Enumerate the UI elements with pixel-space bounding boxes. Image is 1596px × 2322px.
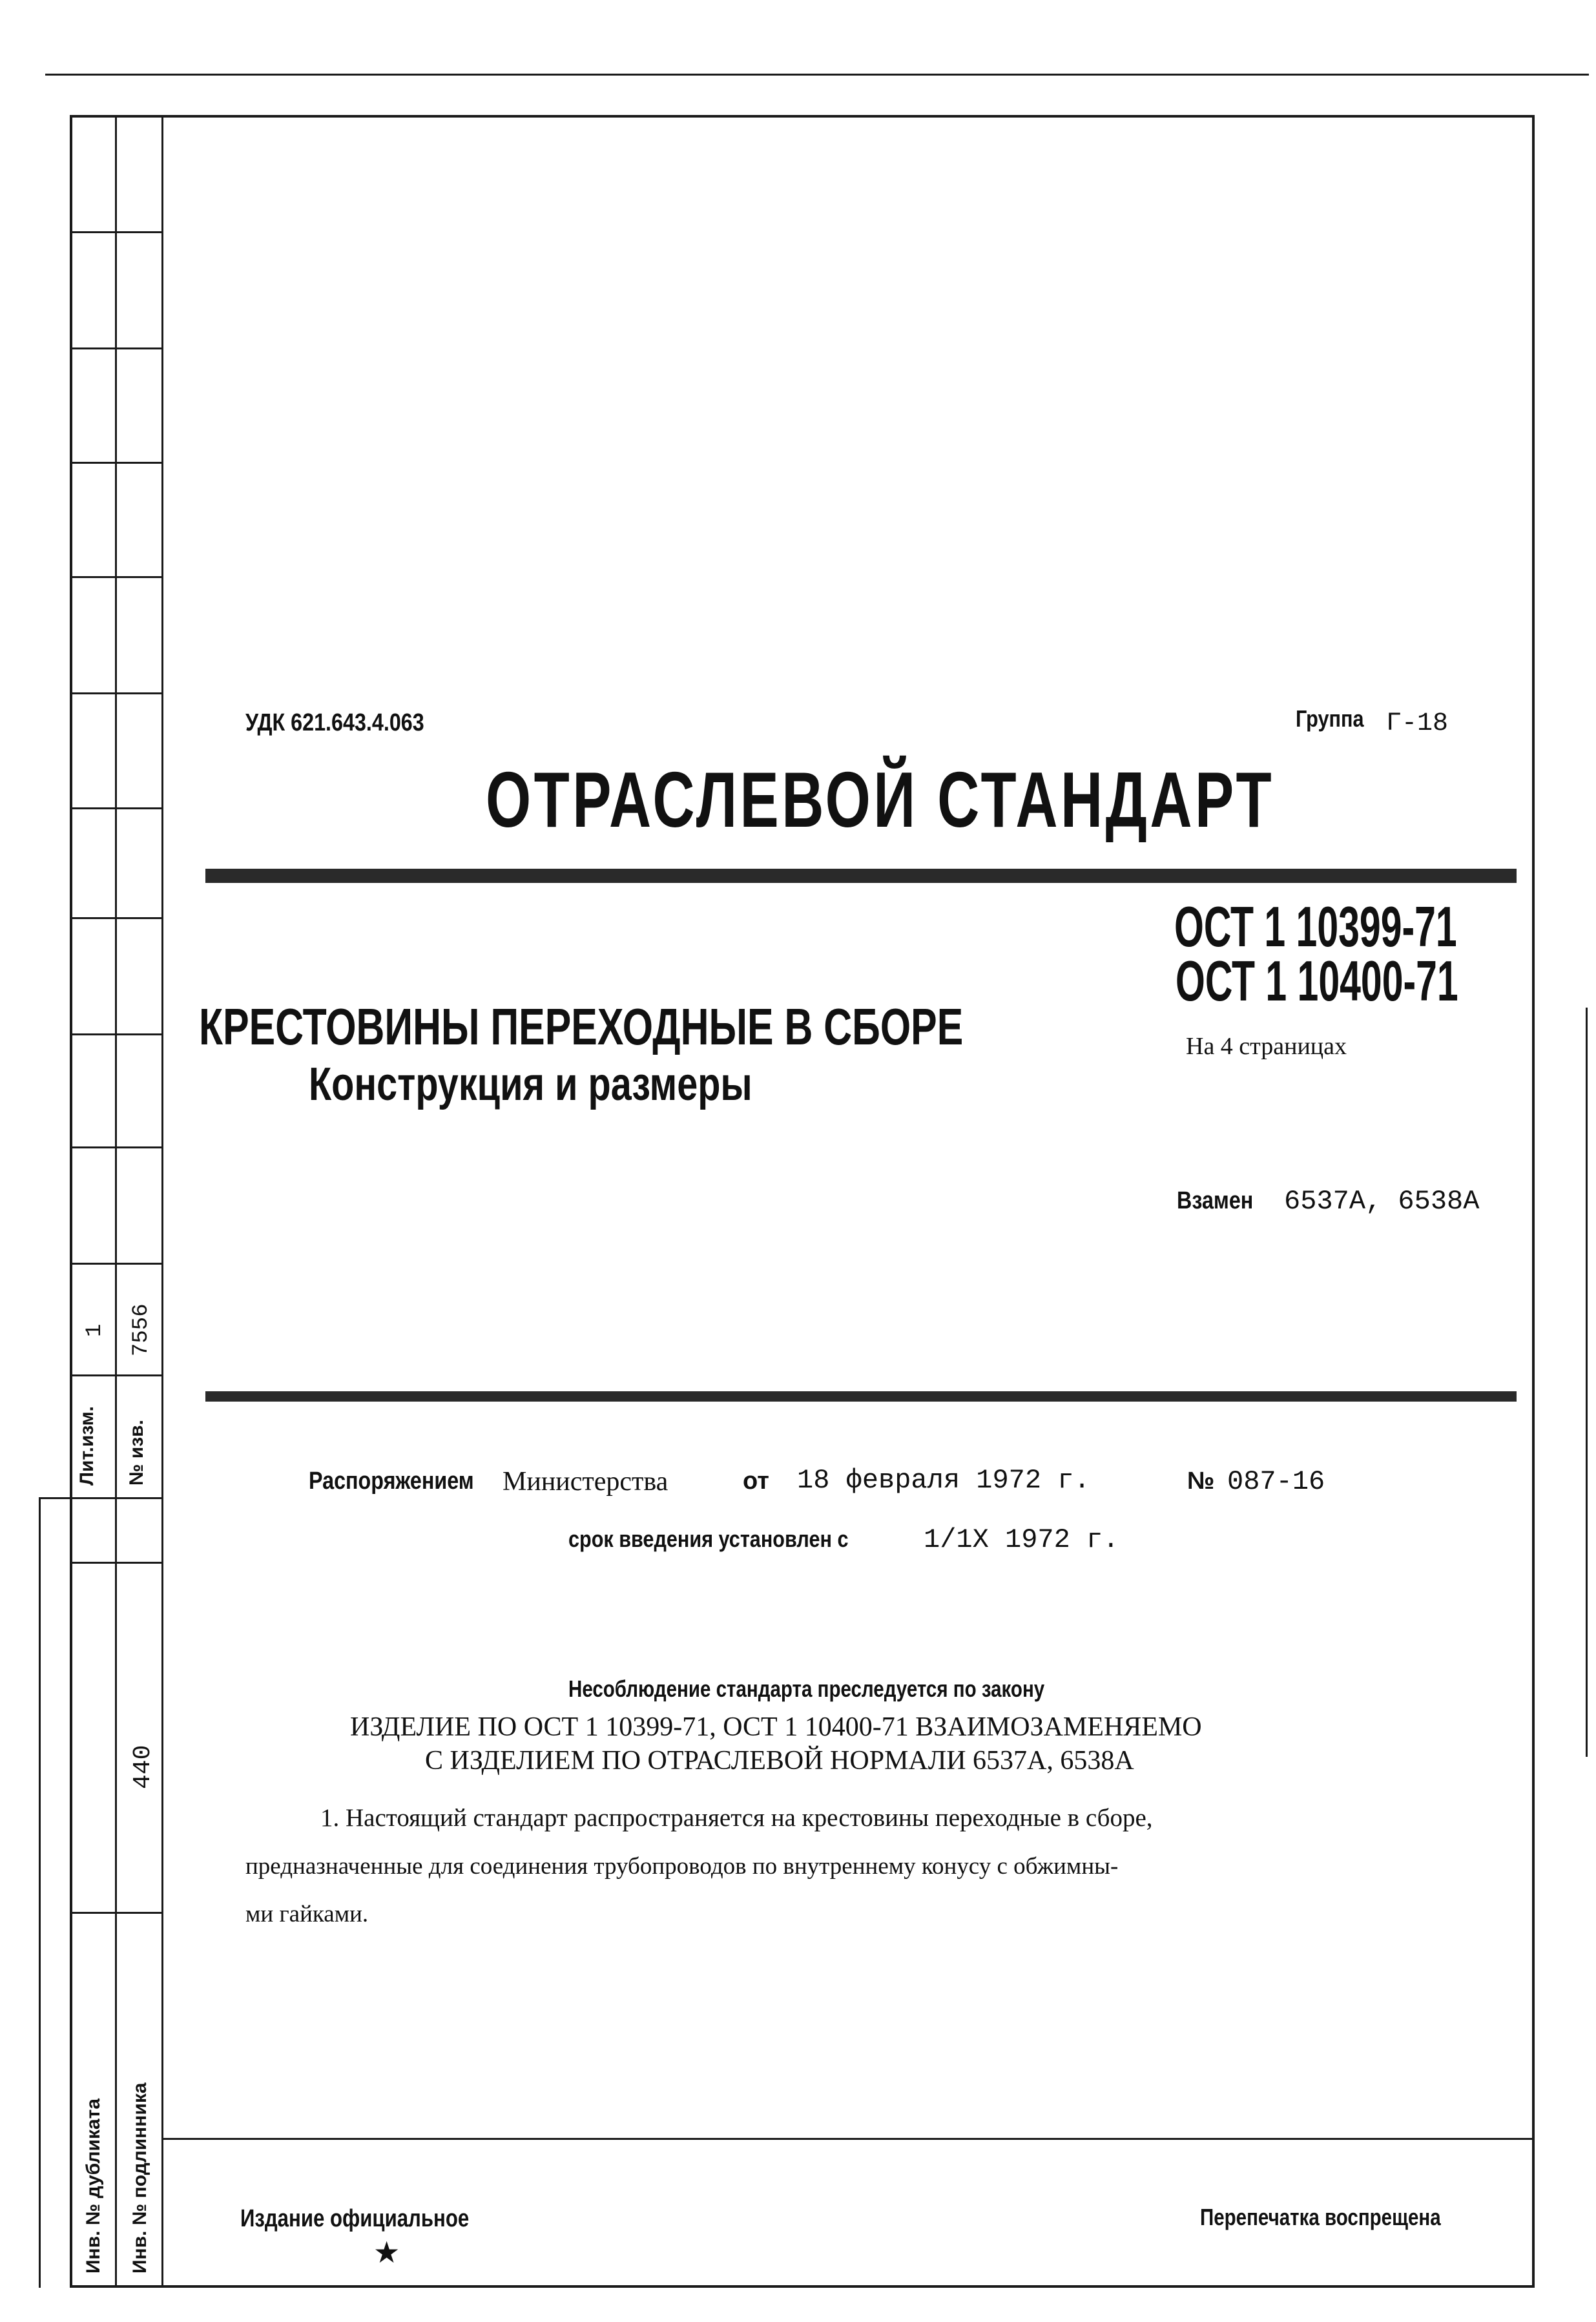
effective-label: срок введения установлен с [568,1526,849,1552]
margin-cell-line [70,231,163,233]
order-label: Распоряжением [309,1467,474,1495]
paragraph-1-line-2: предназначенные для соединения трубопроводов по внутреннему конусу с обжимны- [245,1853,1119,1880]
no-izv-label: № изв. [126,1420,147,1486]
reprint-prohibited: Перепечатка воспрещена [1200,2204,1441,2230]
frame-bottom [70,2285,1534,2288]
margin-cell-line [70,462,163,464]
binding-edge [39,1497,41,2288]
star-icon: ★ [373,2235,400,2270]
law-notice: Несоблюдение стандарта преследуется по закону [568,1675,1045,1702]
paragraph-1-line-3: ми гайками. [245,1901,369,1927]
effective-value: 1/1Х 1972 г. [924,1524,1119,1555]
no-izv-value: 7556 [129,1303,154,1356]
margin-cell-line [70,347,163,349]
top-edge-line [45,74,1589,76]
margin-column-right [161,115,163,2288]
paragraph-1-line-1: 1. Настоящий стандарт распространяется на крестовины переходные в сборе, [320,1804,1153,1832]
footer-divider [161,2138,1534,2140]
margin-cell-line [70,1562,163,1564]
right-edge-mark [1586,1008,1588,1757]
margin-cell-line [70,807,163,809]
margin-cell-line [70,692,163,694]
order-no-label: № [1187,1467,1215,1495]
margin-cell-line [70,1033,163,1035]
document-title: КРЕСТОВИНЫ ПЕРЕХОДНЫЕ В СБОРЕ [199,998,964,1055]
margin-cell-line [70,576,163,578]
group-value: Г-18 [1386,709,1449,738]
frame-right [1532,115,1535,2288]
margin-cell-line [70,917,163,919]
margin-cell-line [70,1263,163,1265]
inv-dubl-label: Инв. № дубликата [83,2098,104,2274]
lit-izm-value: 1 [83,1323,107,1337]
lit-izm-label: Лит.изм. [76,1405,98,1486]
replaces-label: Взамен [1177,1187,1254,1214]
ost-line-1: ОСТ 1 10399-71 [1174,895,1457,959]
official-edition: Издание официальное [240,2205,470,2232]
frame-left [70,115,72,2288]
order-date: 18 февраля 1972 г. [797,1465,1090,1496]
margin-cell-line [39,1497,163,1499]
interchange-line-1: ИЗДЕЛИЕ ПО ОСТ 1 10399-71, ОСТ 1 10400-71 ВЗАИМОЗАМЕНЯЕМО [350,1712,1202,1742]
frame-top [70,115,1534,118]
margin-cell-line [70,1912,163,1914]
margin-cell-line [70,1146,163,1148]
replaces-value: 6537А, 6538А [1284,1186,1480,1217]
inv-podl-label: Инв. № подлинника [129,2082,150,2274]
ministry: Министерства [503,1467,668,1497]
title-thick-rule [205,869,1517,883]
ost-line-2: ОСТ 1 10400-71 [1176,949,1458,1013]
from-label: от [743,1467,769,1495]
udk-code: УДК 621.643.4.063 [245,709,424,736]
group-label: Группа [1296,705,1364,732]
margin-column-divider [115,115,117,2288]
main-title: ОТРАСЛЕВОЙ СТАНДАРТ [486,756,1275,844]
inv-podl-value: 440 [129,1745,157,1789]
document-subtitle: Конструкция и размеры [309,1059,752,1110]
divider-thick-rule [205,1391,1517,1402]
order-no-value: 087-16 [1227,1466,1325,1497]
page-count: На 4 страницах [1186,1033,1347,1060]
margin-cell-line [70,1374,163,1376]
interchange-line-2: С ИЗДЕЛИЕМ ПО ОТРАСЛЕВОЙ НОРМАЛИ 6537А, 6538А [425,1746,1134,1776]
